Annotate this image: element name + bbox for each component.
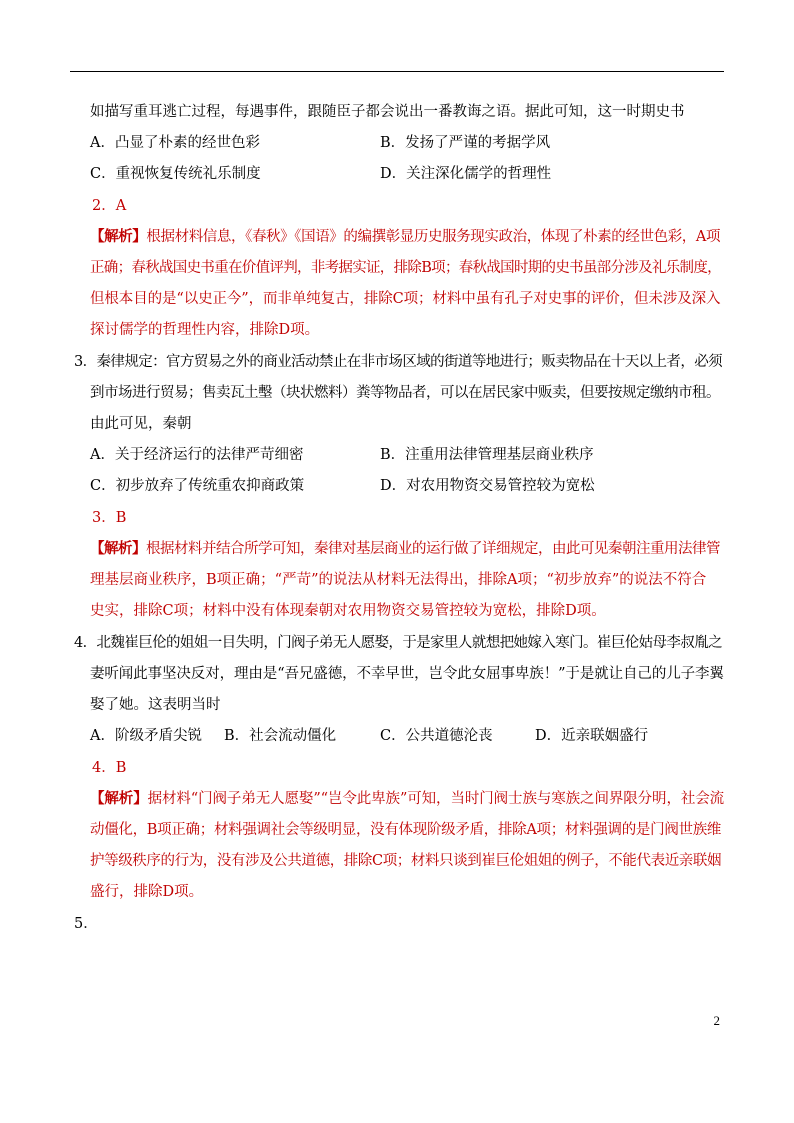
analysis-tag: 【解析】	[90, 228, 147, 245]
q3-option-b: B．注重用法律管理基层商业秩序	[380, 447, 594, 463]
q1-option-a: A．凸显了朴素的经世色彩	[90, 135, 260, 151]
q4-answer: 4．B	[92, 760, 127, 776]
q3-analysis-line-1: 【解析】根据材料并结合所学可知，秦律对基层商业的运行做了详细规定，由此可见秦朝注重用法律管	[90, 540, 720, 557]
q4-option-b: B．社会流动僵化	[224, 728, 337, 744]
page-number: 2	[713, 1013, 720, 1028]
q4-analysis-line-3: 护等级秩序的行为，没有涉及公共道德，排除C项；材料只谈到崔巨伦姐姐的例子，不能代表近亲联姻	[90, 853, 722, 869]
q3-stem-line-2: 到市场进行贸易；售卖瓦土墼（块状燃料）粪等物品者，可以在居民家中贩卖，但要按规定缴纳市租。	[90, 385, 720, 401]
q2-analysis-line-2: 正确；春秋战国史书重在价值评判，非考据实证，排除B项；春秋战国时期的史书虽部分涉及礼乐制度，	[90, 260, 721, 276]
q1-option-d: D．关注深化儒学的哲理性	[380, 166, 552, 182]
q4-analysis-line-2: 动僵化，B项正确；材料强调社会等级明显，没有体现阶级矛盾，排除A项；材料强调的是门阀世族维	[90, 822, 722, 838]
q2-analysis-line-3: 但根本目的是“以史正今”，而非单纯复古，排除C项；材料中虽有孔子对史事的评价，但未涉及深入	[90, 291, 721, 307]
q4-analysis-line-4: 盛行，排除D项。	[90, 884, 204, 900]
q4-stem-line-2: 妻听闻此事坚决反对，理由是“吾兄盛德，不幸早世，岂令此女屈事卑族！”于是就让自己的儿子李翼	[90, 666, 724, 682]
q2-analysis-line-4: 探讨儒学的哲理性内容，排除D项。	[90, 322, 320, 338]
q3-option-a: A．关于经济运行的法律严苛细密	[90, 447, 304, 463]
q3-stem-line-1: 3．秦律规定：官方贸易之外的商业活动禁止在非市场区域的街道等地进行；贩卖物品在十天以上者，必须	[74, 354, 723, 370]
q1-option-c: C．重视恢复传统礼乐制度	[90, 166, 261, 182]
q1-option-b: B．发扬了严谨的考据学风	[380, 135, 551, 151]
q1-stem-end: 如描写重耳逃亡过程，每遇事件，跟随臣子都会说出一番教诲之语。据此可知，这一时期史书	[90, 104, 685, 120]
q4-option-c: C．公共道德沦丧	[380, 728, 493, 744]
q4-stem-line-3: 娶了她。这表明当时	[90, 697, 221, 713]
q4-option-a: A．阶级矛盾尖锐	[90, 728, 202, 744]
analysis-tag: 【解析】	[90, 540, 146, 557]
q2-analysis-line-1: 【解析】根据材料信息，《春秋》《国语》的编撰彰显历史服务现实政治，体现了朴素的经世色彩，A项	[90, 228, 721, 245]
q4-stem-line-1: 4．北魏崔巨伦的姐姐一目失明，门阀子弟无人愿娶，于是家里人就想把她嫁入寒门。崔巨伦姑母李叔胤之	[74, 635, 723, 651]
q4-analysis-line-1: 【解析】据材料“门阀子弟无人愿娶”“岂令此卑族”可知，当时门阀士族与寒族之间界限分明，社会流	[90, 790, 725, 807]
q3-option-d: D．对农用物资交易管控较为宽松	[380, 478, 595, 494]
q3-answer: 3．B	[92, 510, 127, 526]
q5-number: 5．	[74, 916, 98, 932]
q3-stem-line-3: 由此可见，秦朝	[90, 416, 192, 432]
q2-answer: 2．A	[92, 198, 127, 214]
q3-analysis-line-3: 史实，排除C项；材料中没有体现秦朝对农用物资交易管控较为宽松，排除D项。	[90, 603, 606, 619]
q4-option-d: D．近亲联姻盛行	[535, 728, 649, 744]
header-rule	[70, 71, 724, 72]
q3-option-c: C．初步放弃了传统重农抑商政策	[90, 478, 305, 494]
analysis-tag: 【解析】	[90, 790, 148, 807]
q3-analysis-line-2: 理基层商业秩序，B项正确；“严苛”的说法从材料无法得出，排除A项；“初步放弃”的说法不符合	[90, 572, 707, 588]
